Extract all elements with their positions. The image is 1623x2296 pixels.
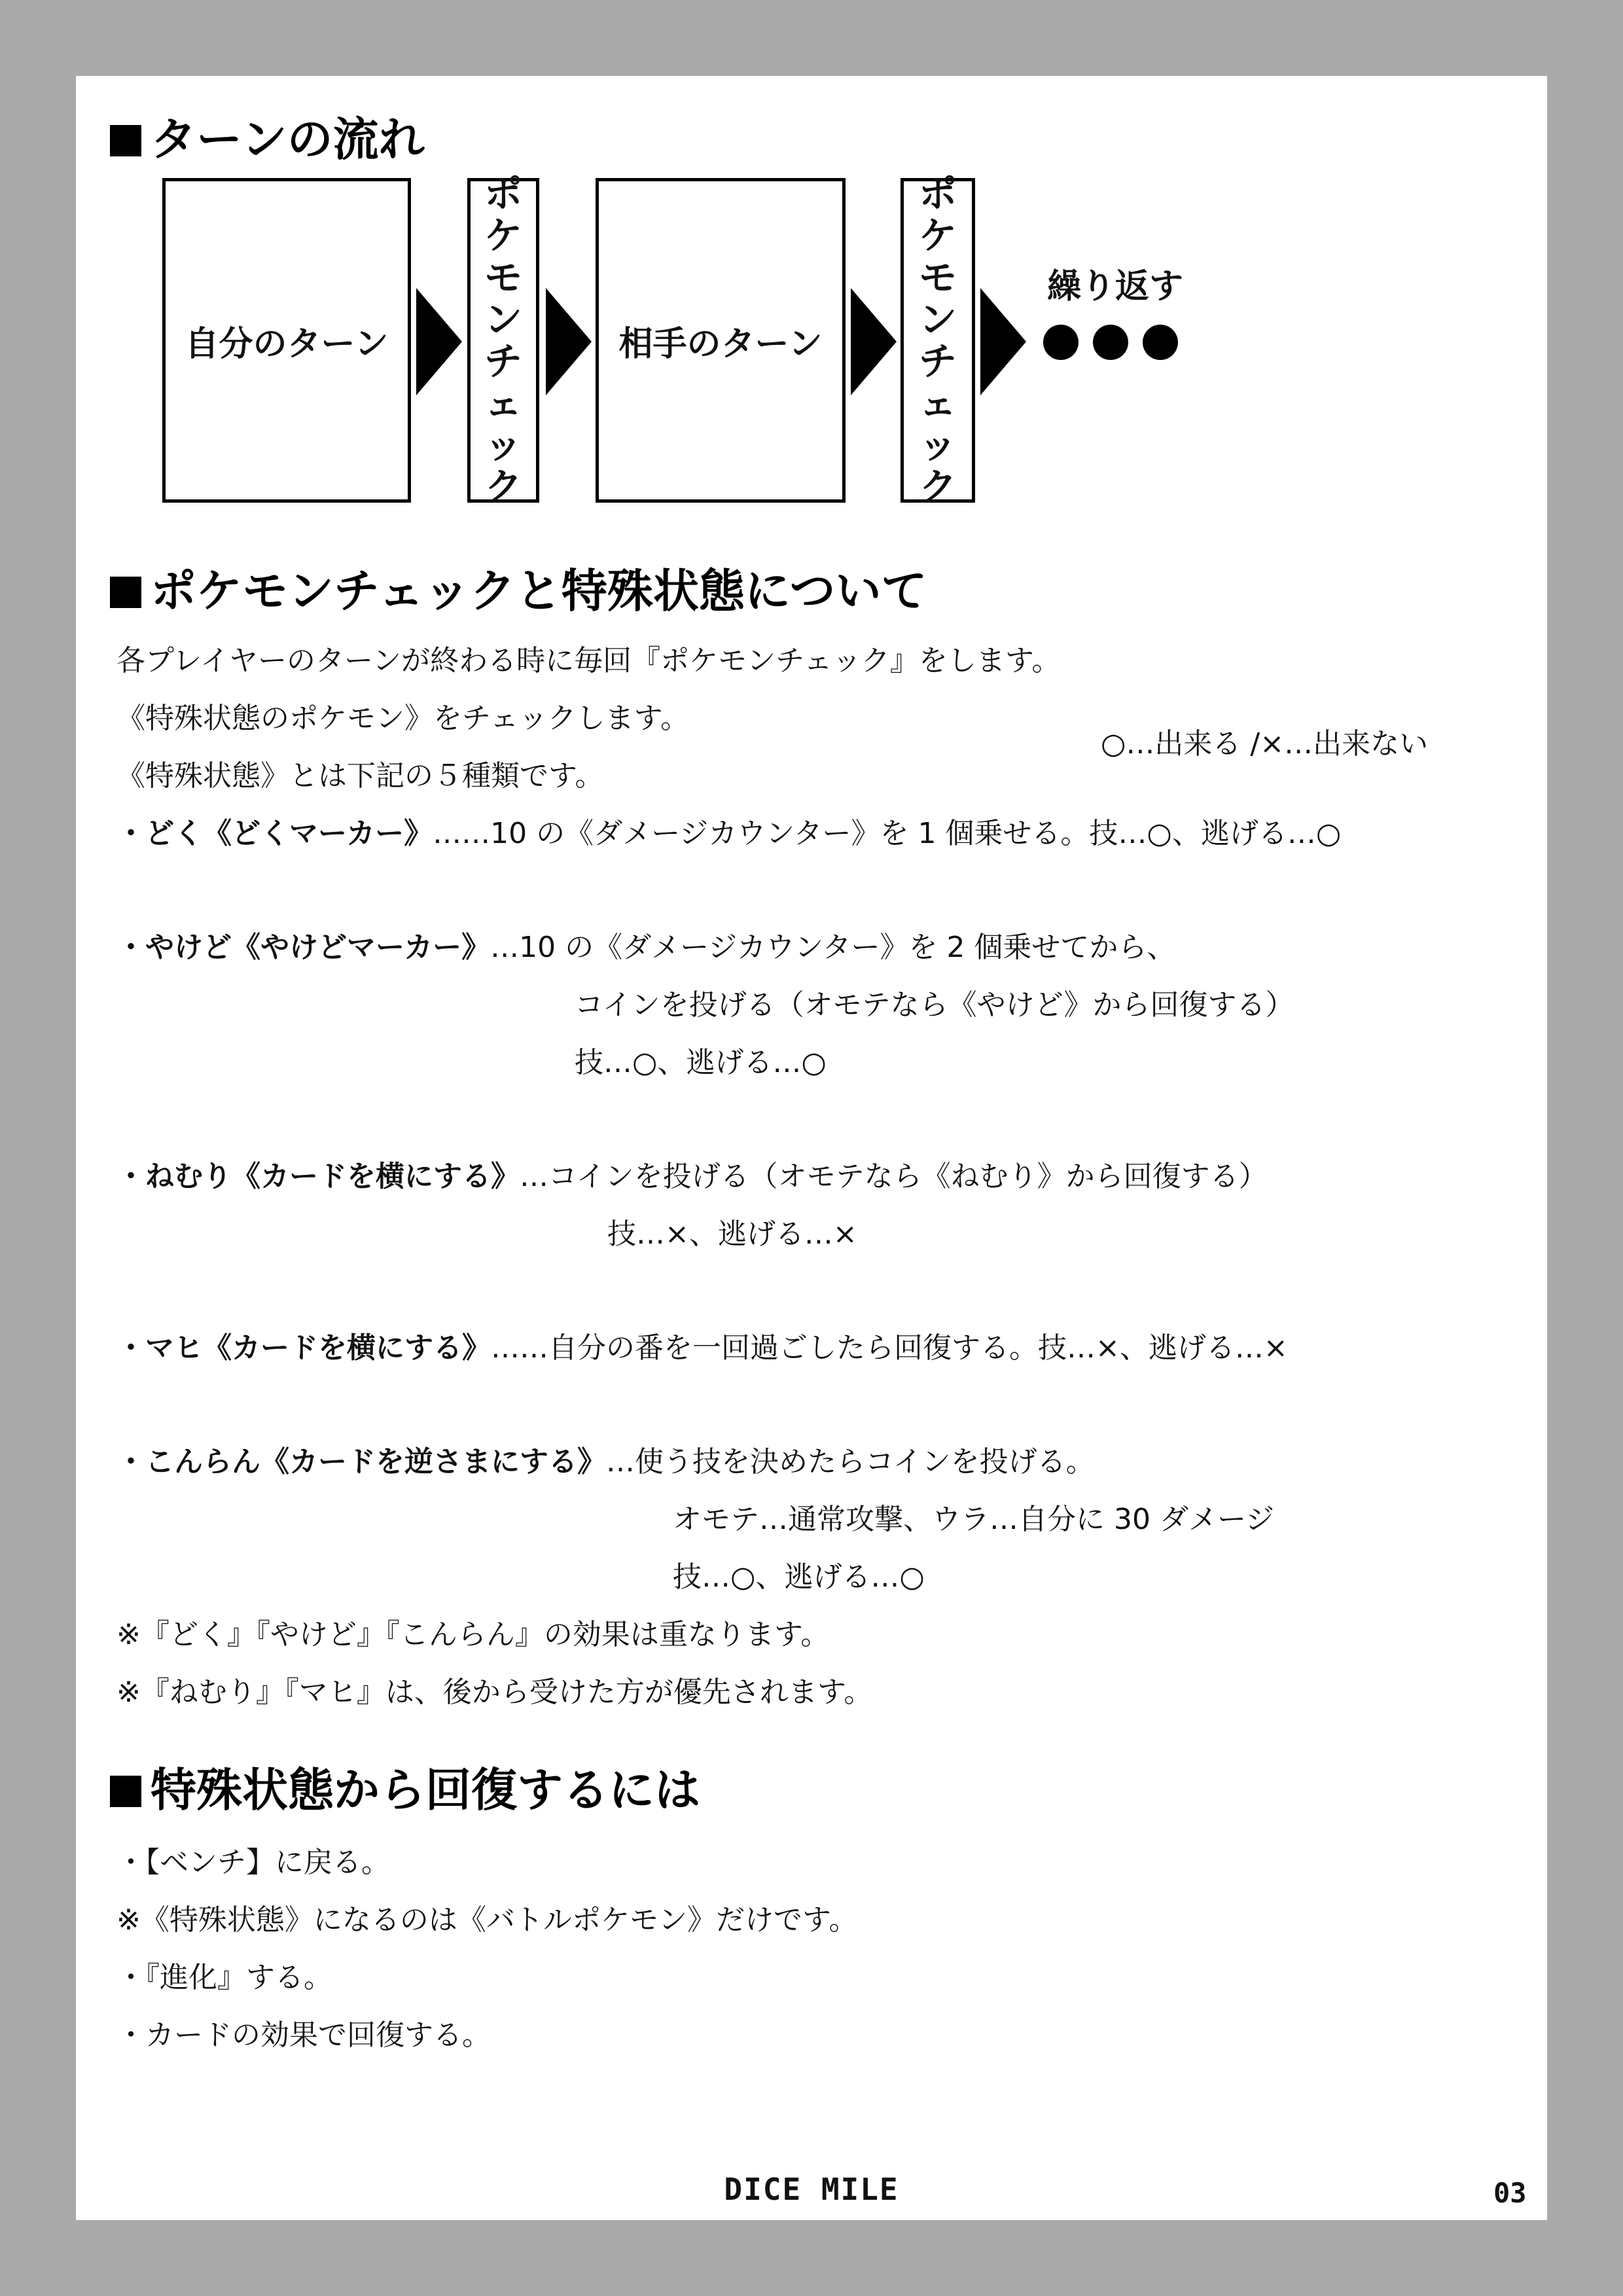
flow-arrow-icon <box>851 288 897 395</box>
sleep-row <box>116 1158 1268 1195</box>
check-char: チ <box>484 339 522 384</box>
check-char: ェ <box>918 381 957 425</box>
intro-line-3: 《特殊状態》とは下記の５種類です。 <box>116 759 604 793</box>
confusion-row <box>116 1444 1095 1480</box>
ellipsis-dot-icon <box>1043 325 1079 360</box>
check-char: ケ <box>484 213 522 258</box>
burn-row <box>116 929 1175 966</box>
opponent-turn-box <box>596 178 846 503</box>
sleep-text: …コインを投げる（オモテなら《ねむり》から回復する） <box>520 1160 1268 1193</box>
pokemon-check-box-1 <box>467 171 539 509</box>
sleep-name: ・ねむり《カードを横にする》 <box>116 1160 520 1193</box>
burn-name: ・やけど《やけどマーカー》 <box>116 931 491 964</box>
check-char: ク <box>484 465 522 509</box>
check-char: ン <box>918 297 957 342</box>
confusion-name: ・こんらん《カードを逆さまにする》 <box>116 1445 606 1479</box>
flow-arrow-icon <box>980 288 1026 395</box>
intro-line-1: 各プレイヤーのターンが終わる時に毎回『ポケモンチェック』をします。 <box>116 644 1061 677</box>
note-line-1: ※『どく』『やけど』『こんらん』の効果は重なります。 <box>116 1618 830 1651</box>
recovery-line-4: ・カードの効果で回復する。 <box>116 2018 491 2052</box>
ellipsis-dot-icon <box>1093 325 1128 360</box>
heading-text: ターンの流れ <box>151 113 425 166</box>
note-line-2: ※『ねむり』『マヒ』は、後から受けた方が優先されます。 <box>116 1676 873 1709</box>
flow-arrow-icon <box>416 288 462 395</box>
check-char: ッ <box>484 423 522 467</box>
footer-title: DICE MILE <box>724 2172 899 2207</box>
section-heading-turn-flow <box>110 110 425 169</box>
check-char: ク <box>918 465 957 509</box>
check-char: ェ <box>484 381 522 425</box>
my-turn-box <box>162 178 411 503</box>
recovery-line-1: ・【ベンチ】に戻る。 <box>116 1846 390 1879</box>
my-turn-label: 自分のターン <box>185 324 389 364</box>
ellipsis-dot-icon <box>1143 325 1178 360</box>
heading-text: 特殊状態から回復するには <box>151 1763 700 1817</box>
recovery-line-3: ・『進化』する。 <box>116 1961 332 1994</box>
check-char: ポ <box>918 171 957 216</box>
poison-name: ・どく《どくマーカー》 <box>116 817 433 850</box>
poison-row <box>116 816 1341 852</box>
check-char: モ <box>918 255 957 300</box>
burn-text: …10 の《ダメージカウンター》を 2 個乗せてから、 <box>490 931 1176 964</box>
square-bullet-icon <box>110 125 141 156</box>
check-char: ケ <box>918 213 957 258</box>
check-char: ポ <box>484 171 522 216</box>
pokemon-check-box-2 <box>901 171 975 509</box>
section-heading-special-conditions <box>110 562 927 620</box>
square-bullet-icon <box>110 1776 141 1807</box>
section-heading-recovery <box>110 1761 700 1820</box>
confusion-text: …使う技を決めたらコインを投げる。 <box>606 1445 1095 1479</box>
check-char: ッ <box>918 423 957 467</box>
check-char: チ <box>918 339 957 384</box>
poison-text: ……10 の《ダメージカウンター》を 1 個乗せる。技…○、逃げる…○ <box>433 817 1342 850</box>
check-char: ン <box>484 297 522 342</box>
paralysis-text: ……自分の番を一回過ごしたら回復する。技…×、逃げる…× <box>491 1331 1288 1365</box>
page-number: 03 <box>1493 2177 1527 2209</box>
opponent-turn-label: 相手のターン <box>618 324 823 364</box>
paralysis-name: ・マヒ《カードを横にする》 <box>116 1331 491 1365</box>
heading-text: ポケモンチェックと特殊状態について <box>151 564 927 618</box>
sleep-text-2: 技…×、逃げる…× <box>607 1217 857 1251</box>
square-bullet-icon <box>110 577 141 608</box>
recovery-line-2: ※《特殊状態》になるのは《バトルポケモン》だけです。 <box>116 1903 858 1937</box>
legend-text: ○…出来る /×…出来ない <box>1101 727 1429 761</box>
burn-text-2: コインを投げる（オモテなら《やけど》から回復する） <box>575 988 1294 1022</box>
intro-line-2: 《特殊状態のポケモン》をチェックします。 <box>116 702 690 735</box>
flow-arrow-icon <box>546 288 592 395</box>
confusion-text-2: オモテ…通常攻撃、ウラ…自分に 30 ダメージ <box>673 1503 1275 1536</box>
repeat-label: 繰り返す <box>1047 267 1184 306</box>
check-char: モ <box>484 255 522 300</box>
paralysis-row <box>116 1330 1288 1367</box>
confusion-text-3: 技…○、逃げる…○ <box>673 1560 925 1594</box>
burn-text-3: 技…○、逃げる…○ <box>575 1046 827 1079</box>
